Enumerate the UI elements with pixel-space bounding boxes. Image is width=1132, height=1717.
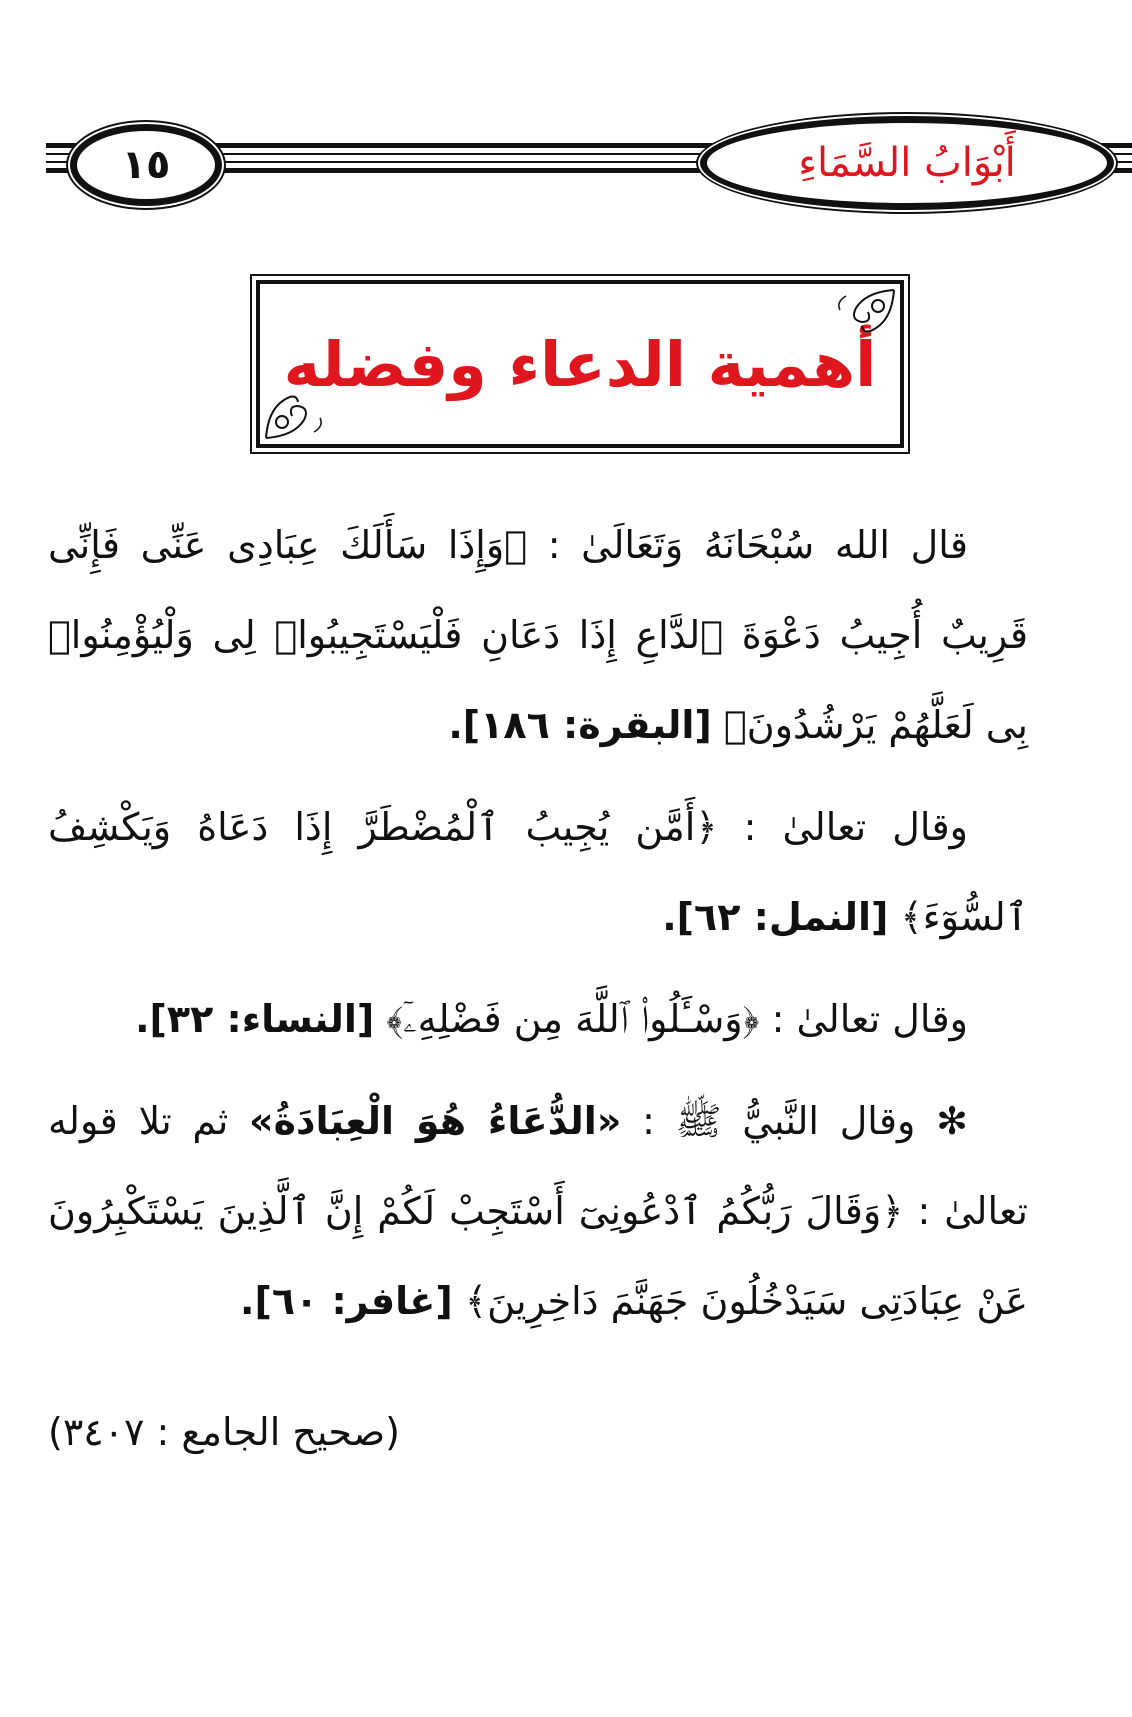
body-text <box>48 500 1028 1358</box>
paragraph <box>48 782 1028 962</box>
hadith-source: (صحيح الجامع : ٣٤٠٧) <box>48 1410 400 1454</box>
book-title-oval <box>700 116 1114 210</box>
chapter-title: أهمية الدعاء وفضله <box>283 327 877 401</box>
paragraph <box>48 974 1028 1064</box>
page-number: ١٥ <box>121 142 171 188</box>
page-number-oval <box>70 124 222 206</box>
paragraph <box>48 1076 1028 1346</box>
hadith-text: «الدُّعَاءُ هُوَ الْعِبَادَةُ» <box>249 1099 622 1143</box>
intro-text: وقال تعالىٰ : <box>771 997 968 1041</box>
quran-verse: ﴿وَإِذَا سَأَلَكَ عِبَادِى عَنِّى فَإِنِّى قَرِيبٌ أُجِيبُ دَعْوَةَ ٱلدَّاعِ إِذَا دَعَانِ فَلْيَسْتَجِيبُوا۟ لِى وَلْيُؤْمِنُوا۟ بِى لَعَلَّهُمْ يَرْشُدُونَ﴾ <box>48 523 1028 747</box>
paragraph <box>48 500 1028 770</box>
verse-reference: [النمل: ٦٢]. <box>662 895 889 939</box>
star-icon: ✻ <box>936 1099 968 1143</box>
intro-text: قال الله سُبْحَانَهُ وَتَعَالَىٰ : <box>547 523 968 567</box>
quran-verse: ﴿وَقَالَ رَبُّكُمُ ٱدْعُونِىٓ أَسْتَجِبْ لَكُمْ إِنَّ ٱلَّذِينَ يَسْتَكْبِرُونَ عَنْ عِبَادَتِى سَيَدْخُلُونَ جَهَنَّمَ دَاخِرِينَ﴾ <box>48 1189 1028 1323</box>
intro-text: وقال النَّبيُّ ﷺ : <box>642 1099 916 1143</box>
transition-text: ثم تلا قوله تعالىٰ : <box>48 1099 1028 1233</box>
chapter-title-box <box>256 280 904 448</box>
quran-verse: ﴿أَمَّن يُجِيبُ ٱلْمُضْطَرَّ إِذَا دَعَاهُ وَيَكْشِفُ ٱلسُّوٓءَ﴾ <box>48 805 1028 939</box>
corner-ornament-icon <box>264 380 354 440</box>
corner-ornament-icon <box>806 288 896 348</box>
verse-reference: [النساء: ٣٢]. <box>135 997 375 1041</box>
verse-reference: [البقرة: ١٨٦]. <box>448 703 712 747</box>
verse-reference: [غافر: ٦٠]. <box>240 1279 453 1323</box>
book-title: أَبْوَابُ السَّمَاءِ <box>798 140 1016 186</box>
quran-verse: ﴿وَسْـَٔلُوا۟ ٱللَّهَ مِن فَضْلِهِۦٓ﴾ <box>386 997 760 1041</box>
intro-text: وقال تعالىٰ : <box>743 805 968 849</box>
